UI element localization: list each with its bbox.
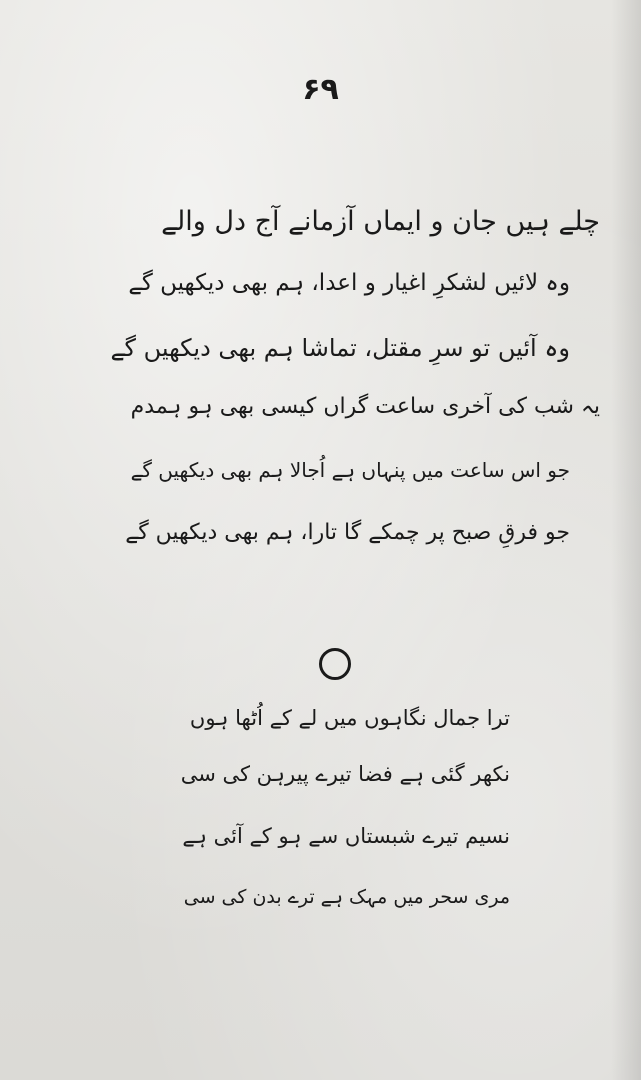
verse-line: جو اس ساعت میں پنہاں ہے اُجالا ہم بھی دیکھیں گے — [130, 458, 570, 482]
verse-line: وہ آئیں تو سرِ مقتل، تماشا ہم بھی دیکھیں گے — [110, 334, 570, 362]
verse-line: چلے ہیں جان و ایماں آزمانے آج دل والے — [161, 206, 600, 237]
page-number: ۶۹ — [302, 72, 339, 107]
verse-line: وہ لائیں لشکرِ اغیار و اعدا، ہم بھی دیکھیں گے — [128, 270, 570, 296]
verse-line: نسیم تیرے شبستاں سے ہو کے آئی ہے — [182, 824, 510, 848]
verse-line: جو فرقِ صبح پر چمکے گا تارا، ہم بھی دیکھیں گے — [125, 520, 570, 545]
verse-line: یہ شب کی آخری ساعت گراں کیسی بھی ہو ہمدم — [130, 394, 600, 419]
verse-line: ترا جمال نگاہوں میں لے کے اُٹھا ہوں — [189, 706, 510, 730]
poem-stanza-1 — [110, 200, 600, 570]
verse-line: نکھر گئی ہے فضا تیرے پیرہن کی سی — [180, 762, 510, 786]
verse-line: مری سحر میں مہک ہے ترے بدن کی سی — [183, 886, 510, 908]
circle-ornament-icon — [319, 648, 351, 680]
poem-stanza-2 — [180, 700, 510, 930]
page-edge-shadow — [611, 0, 641, 1080]
